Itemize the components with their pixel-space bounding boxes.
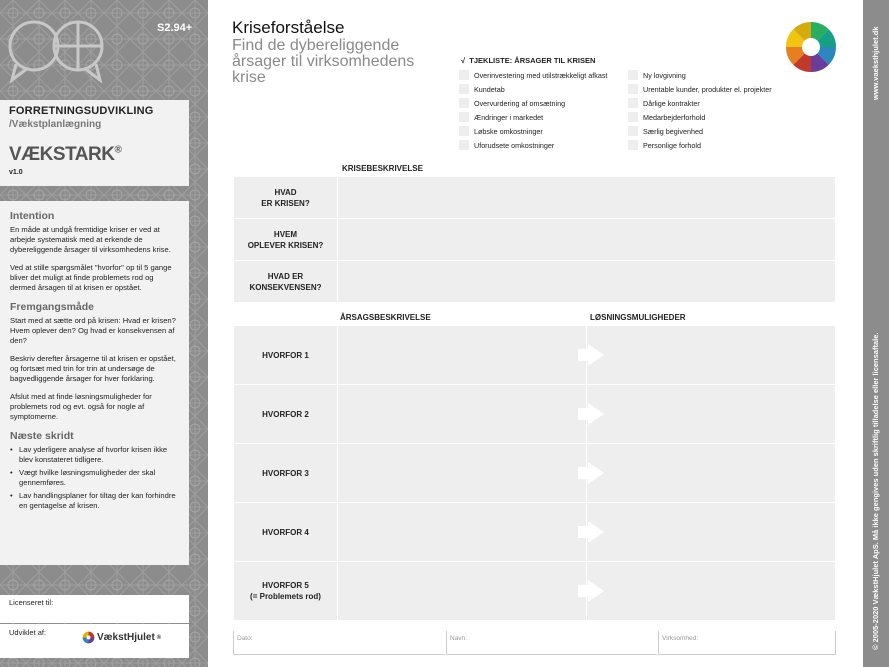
company-field[interactable]: Virksomhed:: [658, 631, 836, 655]
checkbox[interactable]: [459, 98, 469, 108]
approach-text-1: Start med at sætte ord på krisen: Hvad er krisen? Hvem oplever den? Og hvad er konsekvensen af den?: [10, 316, 176, 345]
checklist-item[interactable]: Personlige forhold: [628, 140, 701, 150]
why-row-label: HVORFOR 2: [234, 385, 337, 443]
arrow-right-icon: [588, 521, 604, 543]
cause-field[interactable]: [338, 562, 586, 620]
next-steps-list: [10, 445, 179, 511]
checklist-item[interactable]: Overinvestering med utilstrækkeligt afkast: [459, 70, 607, 80]
checklist-item[interactable]: Medarbejderforhold: [628, 112, 705, 122]
checklist-item[interactable]: Særlig begivenhed: [628, 126, 703, 136]
approach-text-3: Afslut med at finde løsningsmuligheder for problemets rod og evt. også for nogle af symptomerne.: [10, 392, 152, 421]
checkbox[interactable]: [459, 84, 469, 94]
arrow-right-icon: [588, 403, 604, 425]
list-item: • Lav handlingsplaner for tiltag der kan forhindre en gentagelse af krisen.: [10, 491, 179, 511]
checklist-item[interactable]: Kundetab: [459, 84, 505, 94]
intention-text-2: Ved at stille spørgsmålet "hvorfor" op til 5 gange bliver det muligt at finde problemets rod og dermed årsagen til at krisen er opstået.: [10, 263, 172, 292]
crisis-row-label: HVAD ER KONSEKVENSEN?: [234, 261, 337, 302]
why-row-label: HVORFOR 5 (= Problemets rod): [234, 562, 337, 620]
title-box: [0, 100, 189, 186]
solution-field[interactable]: [587, 562, 835, 620]
checkbox[interactable]: [459, 70, 469, 80]
cause-field[interactable]: [338, 385, 586, 443]
cause-header: ÅRSAGSBESKRIVELSE: [340, 313, 431, 322]
checkbox[interactable]: [628, 84, 638, 94]
name-field[interactable]: Navn:: [446, 631, 657, 655]
checkbox[interactable]: [628, 126, 638, 136]
approach-text-2: Beskriv derefter årsagerne til at krisen er opstået, og fortsæt med trin for trin at undersøge de bagvedliggende årsager for hver forklaring.: [10, 354, 176, 383]
checklist-item[interactable]: Ny lovgivning: [628, 70, 686, 80]
approach-heading: Fremgangsmåde: [10, 301, 95, 313]
checkbox[interactable]: [459, 140, 469, 150]
page-subtitle: Find de dybereliggende årsager til virksomhedens krise: [232, 37, 415, 86]
checkbox[interactable]: [628, 70, 638, 80]
checkbox[interactable]: [459, 112, 469, 122]
list-item: • Vægt hvilke løsningsmuligheder der skal gennemføres.: [10, 468, 179, 488]
color-wheel-icon: [82, 631, 95, 644]
checklist-item[interactable]: Overvurdering af omsætning: [459, 98, 565, 108]
cause-field[interactable]: [338, 444, 586, 502]
arrow-right-icon: [578, 408, 588, 420]
checklist-item[interactable]: Urentable kunder, produkter el. projekter: [628, 84, 772, 94]
subsection-label: /Vækstplanlægning: [9, 119, 102, 130]
crisis-row-label: HVEM OPLEVER KRISEN?: [234, 219, 337, 260]
version-label: v1.0: [9, 169, 23, 176]
vaeksthjulet-logo: VækstHjulet ®: [82, 631, 161, 644]
why-row-label: HVORFOR 3: [234, 444, 337, 502]
solution-field[interactable]: [587, 326, 835, 384]
growth-wheel-icon: [785, 21, 837, 73]
section-label: FORRETNINGSUDVIKLING: [9, 105, 154, 117]
crisis-row-label: HVAD ER KRISEN?: [234, 177, 337, 218]
brand-name: VÆKSTARK®: [9, 144, 122, 165]
licensed-label: Licenseret til:: [9, 598, 54, 607]
tool-code: S2.94+: [157, 22, 193, 34]
list-item: • Lav yderligere analyse af hvorfor krisen ikke blev konstateret tidligere.: [10, 445, 179, 465]
date-field[interactable]: Dato:: [233, 631, 445, 655]
arrow-right-icon: [578, 585, 588, 597]
intention-text-1: En måde at undgå fremtidige kriser er ved at arbejde systematisk med at erkende de dybereliggende årsager til virksomhedens krise.: [10, 225, 171, 254]
solution-field[interactable]: [587, 444, 835, 502]
checklist-item[interactable]: Uforudsete omkostninger: [459, 140, 554, 150]
crisis-consequence-field[interactable]: [338, 261, 835, 302]
arrow-right-icon: [588, 344, 604, 366]
checkbox[interactable]: [628, 112, 638, 122]
crisis-who-field[interactable]: [338, 219, 835, 260]
arrow-right-icon: [578, 526, 588, 538]
next-steps-heading: Næste skridt: [10, 430, 74, 442]
crisis-header: KRISEBESKRIVELSE: [342, 164, 423, 173]
checklist-item[interactable]: Ændringer i markedet: [459, 112, 543, 122]
arrow-right-icon: [588, 462, 604, 484]
cause-field[interactable]: [338, 503, 586, 561]
why-row-label: HVORFOR 4: [234, 503, 337, 561]
arrow-right-icon: [588, 580, 604, 602]
licensed-to-field[interactable]: [0, 595, 189, 623]
copyright-text: © 2005-2020 VækstHjulet ApS. Må ikke gengives uden skriftlig tilladelse eller licensaftale.: [871, 332, 880, 650]
website-url: www.vaeksthjulet.dk: [871, 26, 880, 100]
arrow-right-icon: [578, 467, 588, 479]
speech-bubbles-logo-icon: [6, 14, 106, 86]
page-title: Kriseforståelse: [232, 18, 345, 37]
why-row-label: HVORFOR 1: [234, 326, 337, 384]
checklist-item[interactable]: Dårlige kontrakter: [628, 98, 700, 108]
solution-field[interactable]: [587, 503, 835, 561]
arrow-right-icon: [578, 349, 588, 361]
intention-heading: Intention: [10, 210, 55, 222]
info-box: [0, 201, 189, 565]
crisis-what-field[interactable]: [338, 177, 835, 218]
solution-field[interactable]: [587, 385, 835, 443]
checklist-item[interactable]: Løbske omkostninger: [459, 126, 543, 136]
checkbox[interactable]: [628, 140, 638, 150]
checklist-title: √ TJEKLISTE: ÅRSAGER TIL KRISEN: [461, 56, 596, 65]
checkbox[interactable]: [459, 126, 469, 136]
solution-header: LØSNINGSMULIGHEDER: [590, 313, 686, 322]
checkbox[interactable]: [628, 98, 638, 108]
cause-field[interactable]: [338, 326, 586, 384]
developed-label: Udviklet af:: [9, 628, 47, 637]
sidebar: [0, 0, 208, 667]
right-bar: [863, 0, 889, 667]
